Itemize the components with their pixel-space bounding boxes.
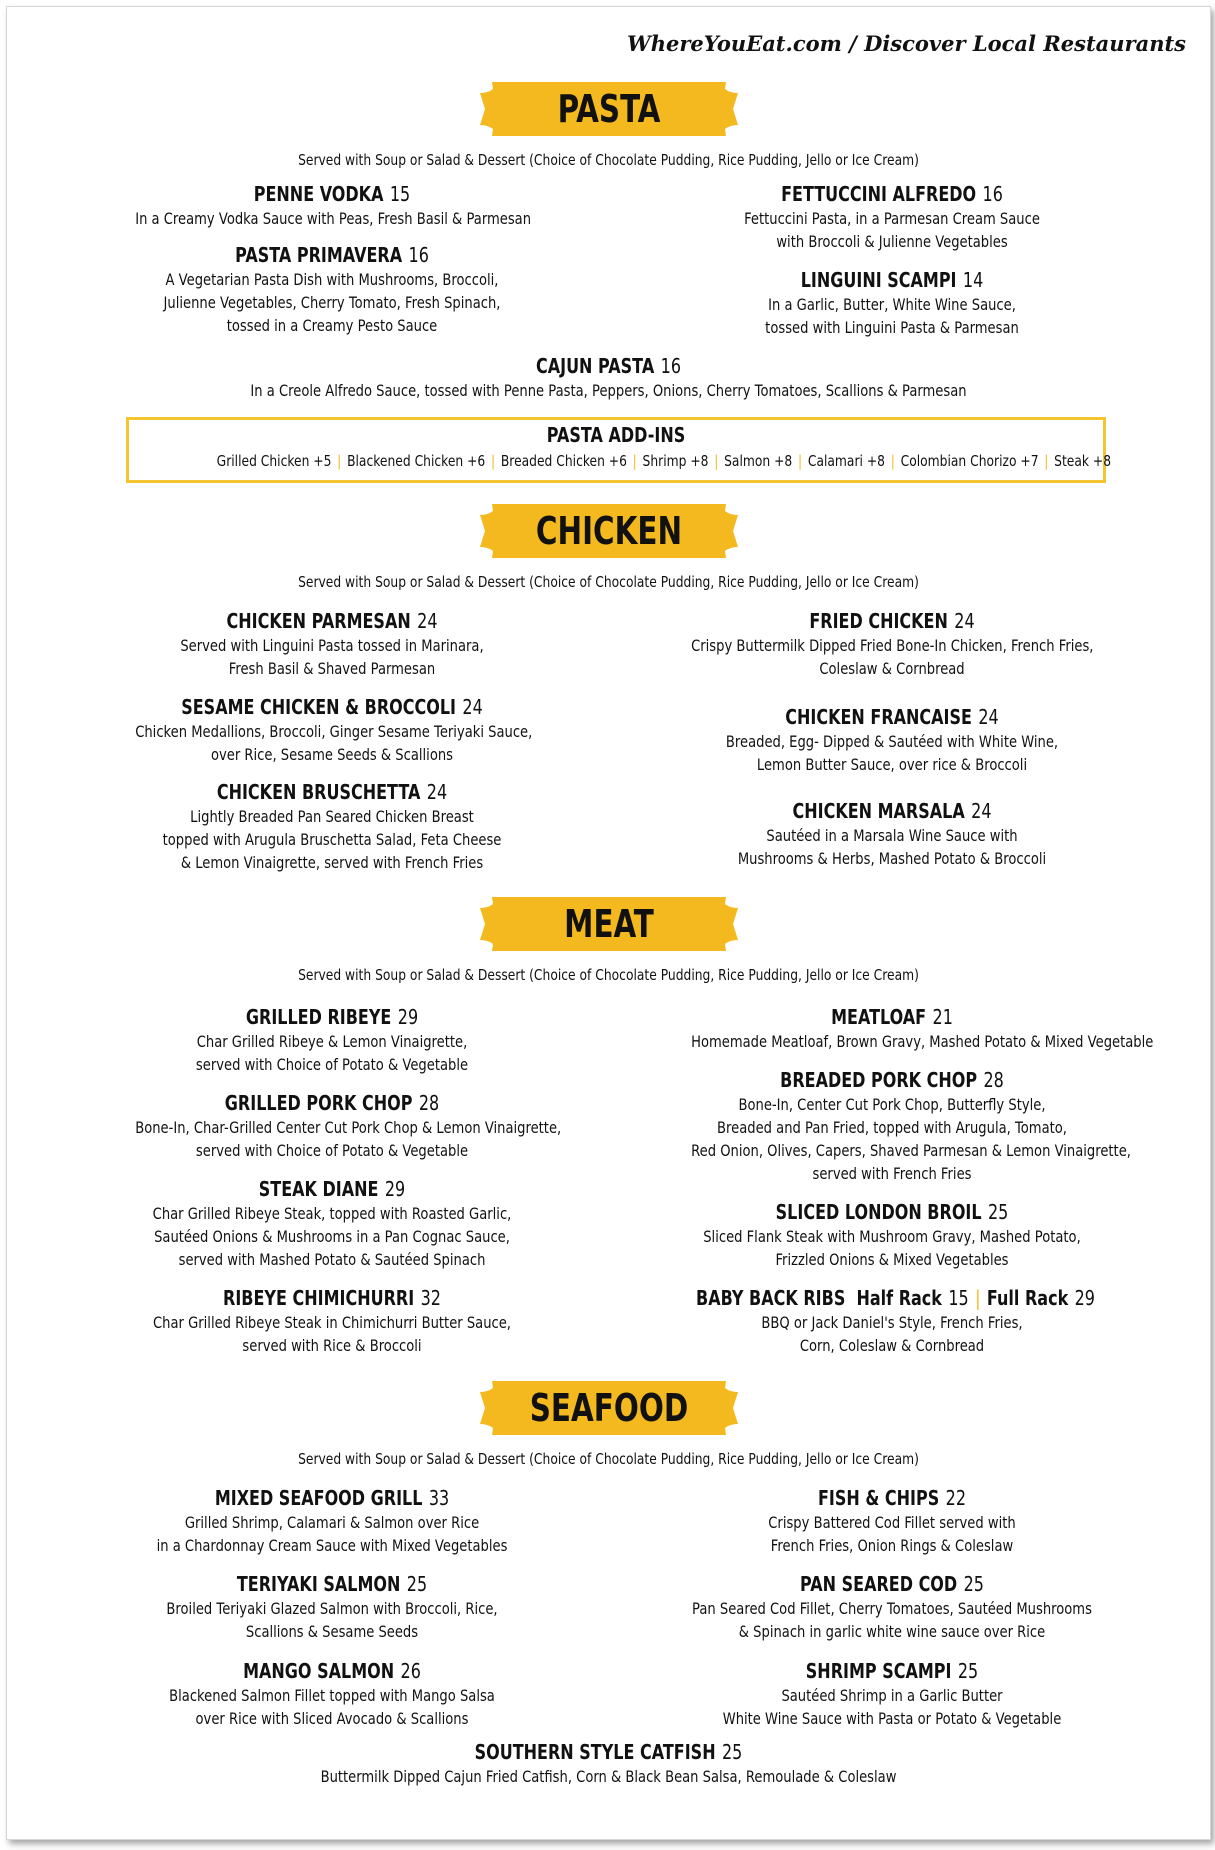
item-description: served with Choice of Potato & Vegetable [195, 1141, 469, 1160]
menu-item [647, 268, 1137, 339]
item-description: Sautéed in a Marsala Wine Sauce with [766, 826, 1018, 845]
item-price: 24 [954, 609, 975, 633]
item-price: 28 [418, 1091, 440, 1115]
addins-title: PASTA ADD-INS [546, 423, 686, 447]
menu-item [92, 1572, 572, 1643]
item-description: Coleslaw & Cornbread [819, 659, 965, 678]
item-name: GRILLED PORK CHOP [224, 1091, 413, 1115]
addin-item: Shrimp +8 [642, 452, 709, 470]
menu-item [127, 1740, 1090, 1788]
menu-item [92, 1659, 572, 1730]
item-description: Mushrooms & Herbs, Mashed Potato & Broccoli [737, 849, 1047, 868]
addin-item: Colombian Chorizo +7 [900, 452, 1039, 470]
separator: | [797, 452, 803, 470]
full-rack-label: Full Rack [986, 1286, 1069, 1310]
full-rack-price: 29 [1074, 1286, 1095, 1310]
item-description: with Broccoli & Julienne Vegetables [776, 232, 1008, 251]
item-name: SOUTHERN STYLE CATFISH [474, 1740, 716, 1764]
seafood-banner [478, 1378, 740, 1438]
item-description: served with Mashed Potato & Sautéed Spinach [178, 1250, 486, 1269]
meat-banner [478, 894, 740, 954]
served-note: Served with Soup or Salad & Dessert (Choice of Chocolate Pudding, Rice Pudding, Jello or Ice Cream) [298, 1450, 919, 1468]
separator: | [337, 452, 342, 470]
item-name: PENNE VODKA [253, 182, 384, 206]
menu-page [6, 6, 1211, 1840]
item-description: Broiled Teriyaki Glazed Salmon with Broccoli, Rice, [166, 1599, 498, 1618]
item-price: 29 [397, 1005, 419, 1029]
item-description: Bone-In, Center Cut Pork Chop, Butterfly Style, [738, 1095, 1046, 1114]
section-title: SEAFOOD [529, 1386, 688, 1430]
item-price: 22 [945, 1486, 966, 1510]
item-description: In a Garlic, Butter, White Wine Sauce, [768, 295, 1016, 314]
menu-item [92, 243, 572, 337]
menu-item [127, 354, 1090, 402]
item-description: in a Chardonnay Cream Sauce with Mixed Vegetables [156, 1536, 508, 1555]
chicken-banner [478, 501, 740, 561]
menu-item [92, 1486, 572, 1557]
item-description: Crispy Battered Cod Fillet served with [768, 1513, 1016, 1532]
section-title: CHICKEN [535, 509, 682, 553]
item-price: 16 [982, 182, 1003, 206]
item-name: PAN SEARED COD [800, 1572, 958, 1596]
item-price: 16 [408, 243, 429, 267]
item-price: 32 [420, 1286, 441, 1310]
item-description: Char Grilled Ribeye Steak, topped with Roasted Garlic, [152, 1204, 512, 1223]
item-price: 14 [962, 268, 984, 292]
item-price: 15 [389, 182, 411, 206]
item-description: French Fries, Onion Rings & Coleslaw [770, 1536, 1014, 1555]
item-description: Sautéed Onions & Mushrooms in a Pan Cognac Sauce, [154, 1227, 510, 1246]
item-price: 28 [983, 1068, 1004, 1092]
item-description: Red Onion, Olives, Capers, Shaved Parmesan & Lemon Vinaigrette, [691, 1141, 1131, 1160]
menu-item [92, 1177, 572, 1271]
item-name: FRIED CHICKEN [809, 609, 948, 633]
menu-item [92, 182, 572, 230]
menu-item [647, 705, 1137, 776]
item-price: 25 [721, 1740, 743, 1764]
item-description: BBQ or Jack Daniel's Style, French Fries, [761, 1313, 1023, 1332]
item-name: STEAK DIANE [258, 1177, 379, 1201]
item-name: BABY BACK RIBS [696, 1286, 846, 1310]
item-description: Breaded and Pan Fried, topped with Arugula, Tomato, [717, 1118, 1067, 1137]
item-description: Char Grilled Ribeye & Lemon Vinaigrette, [196, 1032, 468, 1051]
separator: | [714, 452, 719, 470]
item-description: served with Choice of Potato & Vegetable [195, 1055, 469, 1074]
menu-item [647, 799, 1137, 870]
item-name: LINGUINI SCAMPI [800, 268, 957, 292]
item-name: GRILLED RIBEYE [245, 1005, 392, 1029]
menu-item [647, 1572, 1137, 1643]
item-price: 26 [400, 1659, 421, 1683]
item-price: 25 [406, 1572, 428, 1596]
item-name: CHICKEN BRUSCHETTA [216, 780, 421, 804]
section-title: MEAT [563, 902, 654, 946]
menu-item [647, 1068, 1137, 1185]
item-name: SHRIMP SCAMPI [805, 1659, 952, 1683]
menu-item [92, 1286, 572, 1357]
item-description: Breaded, Egg- Dipped & Sautéed with White Wine, [725, 732, 1059, 751]
half-rack-label: Half Rack [856, 1286, 942, 1310]
addin-item: Blackened Chicken +6 [347, 452, 486, 470]
item-description: Chicken Medallions, Broccoli, Ginger Sesame Teriyaki Sauce, [135, 722, 533, 741]
separator: | [975, 1286, 981, 1310]
addin-item: Steak +8 [1054, 452, 1112, 470]
item-description: Pan Seared Cod Fillet, Cherry Tomatoes, Sautéed Mushrooms [692, 1599, 1092, 1618]
item-name: FETTUCCINI ALFREDO [781, 182, 977, 206]
item-description: Julienne Vegetables, Cherry Tomato, Fresh Spinach, [163, 293, 501, 312]
item-name: CAJUN PASTA [535, 354, 655, 378]
menu-item [647, 1659, 1137, 1730]
item-price: 24 [417, 609, 438, 633]
item-name: FISH & CHIPS [818, 1486, 940, 1510]
item-description: Corn, Coleslaw & Cornbread [799, 1336, 985, 1355]
served-note: Served with Soup or Salad & Dessert (Choice of Chocolate Pudding, Rice Pudding, Jello or Ice Cream) [298, 573, 919, 591]
item-description: Lemon Butter Sauce, over rice & Broccoli [756, 755, 1028, 774]
item-description: White Wine Sauce with Pasta or Potato & Vegetable [722, 1709, 1062, 1728]
item-description: Char Grilled Ribeye Steak in Chimichurri Butter Sauce, [153, 1313, 511, 1332]
item-description: Lightly Breaded Pan Seared Chicken Breast [190, 807, 474, 826]
item-description: Bone-In, Char-Grilled Center Cut Pork Chop & Lemon Vinaigrette, [135, 1118, 562, 1137]
site-watermark: WhereYouEat.com / Discover Local Restaurants [627, 31, 1186, 56]
item-description: & Spinach in garlic white wine sauce over Rice [738, 1622, 1046, 1641]
item-description: A Vegetarian Pasta Dish with Mushrooms, Broccoli, [165, 270, 499, 289]
served-note: Served with Soup or Salad & Dessert (Choice of Chocolate Pudding, Rice Pudding, Jello or Ice Cream) [298, 966, 919, 984]
item-description: Fresh Basil & Shaved Parmesan [228, 659, 436, 678]
item-description: Scallions & Sesame Seeds [245, 1622, 419, 1641]
item-price: 33 [428, 1486, 450, 1510]
item-price: 24 [978, 705, 999, 729]
pasta-addins-box [126, 417, 1112, 483]
item-price: 21 [932, 1005, 953, 1029]
item-description: Sautéed Shrimp in a Garlic Butter [781, 1686, 1003, 1705]
item-name: TERIYAKI SALMON [236, 1572, 401, 1596]
item-description: over Rice with Sliced Avocado & Scallions [195, 1709, 469, 1728]
item-price: 16 [660, 354, 681, 378]
item-description: tossed with Linguini Pasta & Parmesan [765, 318, 1019, 337]
item-description: Blackened Salmon Fillet topped with Mango Salsa [169, 1686, 495, 1705]
item-description: topped with Arugula Bruschetta Salad, Feta Cheese [162, 830, 502, 849]
menu-item [647, 182, 1137, 253]
item-price: 25 [987, 1200, 1009, 1224]
item-price: 25 [957, 1659, 979, 1683]
half-rack-price: 15 [948, 1286, 969, 1310]
item-description: served with French Fries [812, 1164, 972, 1183]
addin-item: Salmon +8 [724, 452, 793, 470]
separator: | [490, 452, 496, 470]
addins-list [216, 452, 1112, 470]
menu-item [647, 1486, 1137, 1557]
item-description: Frizzled Onions & Mixed Vegetables [775, 1250, 1009, 1269]
separator: | [632, 452, 637, 470]
item-name: CHICKEN PARMESAN [226, 609, 411, 633]
item-price: 24 [462, 695, 483, 719]
menu-item [92, 695, 572, 766]
addin-item: Calamari +8 [807, 452, 885, 470]
separator: | [1044, 452, 1049, 470]
item-description: In a Creole Alfredo Sauce, tossed with Penne Pasta, Peppers, Onions, Cherry Tomatoes, Scallions & Parmesan [250, 381, 967, 400]
item-description: over Rice, Sesame Seeds & Scallions [210, 745, 454, 764]
menu-item [92, 1091, 572, 1162]
addin-item: Grilled Chicken +5 [216, 452, 332, 470]
pasta-banner [478, 79, 740, 139]
item-name: SESAME CHICKEN & BROCCOLI [181, 695, 456, 719]
item-name: CHICKEN FRANCAISE [785, 705, 972, 729]
item-price: 24 [426, 780, 448, 804]
item-price: 24 [971, 799, 992, 823]
item-description: Crispy Buttermilk Dipped Fried Bone-In Chicken, French Fries, [691, 636, 1094, 655]
item-name: SLICED LONDON BROIL [775, 1200, 982, 1224]
item-description: Fettuccini Pasta, in a Parmesan Cream Sauce [744, 209, 1040, 228]
item-name: MIXED SEAFOOD GRILL [214, 1486, 423, 1510]
section-title: PASTA [557, 87, 660, 131]
item-name: BREADED PORK CHOP [780, 1068, 978, 1092]
menu-item [92, 780, 572, 874]
addin-item: Breaded Chicken +6 [500, 452, 627, 470]
separator: | [890, 452, 895, 470]
item-description: & Lemon Vinaigrette, served with French Fries [180, 853, 484, 872]
item-name: MANGO SALMON [243, 1659, 395, 1683]
menu-item [647, 609, 1137, 680]
item-name: PASTA PRIMAVERA [235, 243, 403, 267]
item-description: Buttermilk Dipped Cajun Fried Catfish, Corn & Black Bean Salsa, Remoulade & Coleslaw [320, 1767, 897, 1786]
item-description: tossed in a Creamy Pesto Sauce [226, 316, 438, 335]
item-price: 29 [384, 1177, 406, 1201]
item-description: Served with Linguini Pasta tossed in Marinara, [180, 636, 484, 655]
item-name: MEATLOAF [831, 1005, 927, 1029]
item-description: Grilled Shrimp, Calamari & Salmon over Rice [184, 1513, 480, 1532]
item-name: RIBEYE CHIMICHURRI [223, 1286, 415, 1310]
menu-item [647, 1005, 1154, 1053]
item-price: 25 [963, 1572, 984, 1596]
item-description: Sliced Flank Steak with Mushroom Gravy, Mashed Potato, [703, 1227, 1081, 1246]
menu-item [647, 1286, 1137, 1357]
item-description: served with Rice & Broccoli [242, 1336, 422, 1355]
served-note: Served with Soup or Salad & Dessert (Choice of Chocolate Pudding, Rice Pudding, Jello or Ice Cream) [298, 151, 919, 169]
item-name: CHICKEN MARSALA [792, 799, 965, 823]
menu-item [92, 609, 572, 680]
item-description: In a Creamy Vodka Sauce with Peas, Fresh Basil & Parmesan [135, 209, 532, 228]
menu-item [647, 1200, 1137, 1271]
menu-item [92, 1005, 572, 1076]
item-description: Homemade Meatloaf, Brown Gravy, Mashed Potato & Mixed Vegetable [691, 1032, 1154, 1051]
